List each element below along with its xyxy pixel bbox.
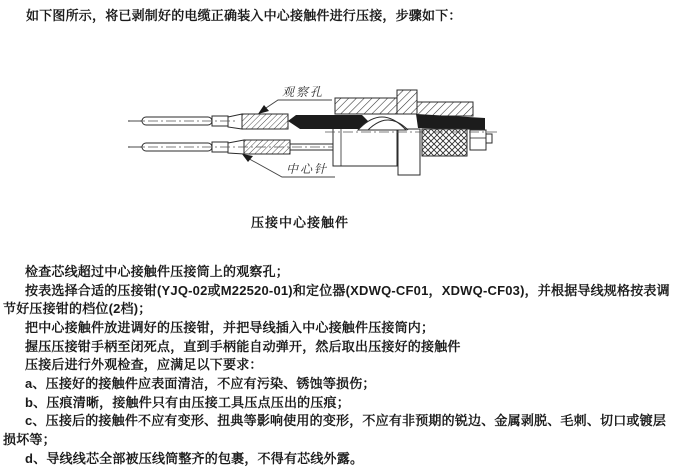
- body-hatch-right: [417, 102, 473, 116]
- crimp-diagram-figure: [110, 72, 510, 207]
- top-contact-assembly: [128, 114, 288, 129]
- body-line: 握压压接钳手柄至闭死点，直到手柄能自动弹开，然后取出压接好的接触件: [25, 339, 461, 354]
- body-line: c、压接后的接触件不应有变形、扭典等影响使用的变形，不应有非预期的锐边、金属剥脱、毛刺、切口或镀层: [25, 413, 667, 428]
- body-hatch-notch: [397, 90, 417, 114]
- pin-taper-top: [228, 114, 242, 129]
- crimp-barrel-top: [242, 114, 288, 129]
- body-post: [398, 129, 420, 175]
- callout-center-pin: [242, 154, 335, 177]
- observation-hole-label: 观察孔: [282, 85, 325, 99]
- body-line: 按表选择合适的压接钳(YJQ-02或M22520-01)和定位器(XDWQ-CF01，XDWQ-CF03)，并根据导线规格按表调: [25, 283, 670, 298]
- center-pin-label: 中心针: [286, 162, 329, 176]
- cable-tip-tab: [486, 134, 492, 143]
- intro-text: 如下图所示，将已剥制好的电缆正确装入中心接触件进行压接，步骤如下：: [26, 8, 462, 23]
- cable-jacket-right: [416, 114, 485, 130]
- figure-caption: 压接中心接触件: [251, 215, 350, 230]
- body-hatch-left: [335, 98, 397, 114]
- cable-jacket-group: [288, 114, 485, 130]
- observation-hole-leader-line: [260, 100, 332, 112]
- body-line: a、压接好的接触件应表面清洁，不应有污染、锈蚀等损伤；: [25, 376, 376, 391]
- center-pin-arrow-icon: [242, 154, 253, 162]
- braid-section: [422, 129, 467, 156]
- body-line: 压接后进行外观检查，应满足以下要求：: [25, 357, 263, 372]
- body-line: 损坏等；: [3, 432, 56, 447]
- body-line: 检查芯线超过中心接触件压接筒上的观察孔；: [25, 264, 290, 279]
- cable-tip: [470, 130, 486, 150]
- body-line: d、导线线芯全部被压线筒整齐的包裹，不得有芯线外露。: [25, 451, 364, 466]
- body-line: 把中心接触件放进调好的压接钳，并把导线插入中心接触件压接筒内；: [25, 320, 435, 335]
- body-line: 节好压接钳的档位(2档)；: [3, 301, 152, 316]
- body-nut: [333, 128, 397, 166]
- callout-observation-hole: [258, 85, 332, 114]
- body-line: b、压痕清晰，接触件只有由压接工具压点压出的压痕；: [25, 395, 350, 410]
- observation-hole-arrow-icon: [258, 105, 269, 114]
- bottom-pin-assembly: [128, 140, 342, 154]
